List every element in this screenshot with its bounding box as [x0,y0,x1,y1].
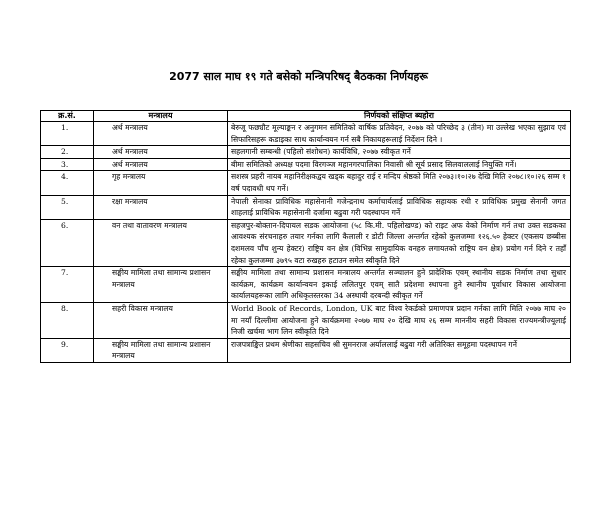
table-row [41,146,571,159]
row-ministry: सहरी विकास मन्त्रालय [94,302,228,338]
row-serial: 9. [41,338,94,362]
table-row [41,338,571,362]
row-serial: 2. [41,146,94,159]
header-summary: निर्णयको संक्षिप्त ब्यहोरा [228,111,571,122]
row-summary: बीमा समितिको अध्यक्ष पदमा विरगञ्ज महानगरपालिका निवासी श्री सूर्य प्रसाद सिलवाललाई नियुक्ति गर्ने। [228,158,571,171]
row-ministry: वन तथा वातावरण मन्त्रालय [94,219,228,266]
row-summary: बेरुजू फछ्यौट मूल्याङ्कन र अनुगमन समितिको वार्षिक प्रतिवेदन, २०७७ को परिच्छेद ३ (तीन) मा उल्लेख भएका सुझाव एवं सिफारिसहरू कडाइका साथ कार्यान्वयन गर्न सबै निकायहरूलाई निर्देशन दिने । [228,122,571,146]
row-serial: 6. [41,219,94,266]
row-serial: 7. [41,267,94,303]
page-title: 2077 साल माघ १९ गते बसेको मन्त्रिपरिषद् बैठकका निर्णयहरू [169,70,428,83]
header-ministry: मन्त्रालय [94,111,228,122]
row-ministry: रक्षा मन्त्रालय [94,195,228,219]
row-ministry: अर्थ मन्त्रालय [94,146,228,159]
row-ministry: सङ्घीय मामिला तथा सामान्य प्रशासन मन्त्रालय [94,338,228,362]
row-summary: सहजपुर-बोक्तान-दिपायल सडक आयोजना (५८ कि.मी. पहिलोखण्ड) को राइट अफ वेको निर्माण गर्न तथा उक्त सडकका आवश्यक संरचनाहरु तयार गर्नका लागि कैलाली र डोटी जिल्ला अन्तर्गत रहेको कुलजम्मा १२६.५० हेक्टर (एकसय छब्बीस दशमलव पाँच शुन्य हेक्टर) राष्ट्रिय वन क्षेत्र (विभिन्न सामुदायिक वनहरु लगायतको राष्ट्रिय वन क्षेत्र) प्रयोग गर्न दिने र तहाँ रहेका कुलजम्मा ३७९५ वटा रुखहरु हटाउन समेत स्वीकृति दिने [228,219,571,266]
row-serial: 8. [41,302,94,338]
row-serial: 3. [41,158,94,171]
table-row [41,195,571,219]
row-summary: सङ्घीय मामिला तथा सामान्य प्रशासन मन्त्रालय अन्तर्गत सञ्चालन हुने प्रादेशिक एवम् स्थानीय सडक निर्माण तथा सुधार कार्यक्रम, कार्यक्रम कार्यान्वयन इकाई ललितपुर एवम् सातै प्रदेशमा स्थापना हुने स्थानीय पूर्वाधार विकास आयोजना कार्यालयहरूका लागि अधिकृतस्तरका 34 अस्थायी दरबन्दी स्वीकृत गर्ने [228,267,571,303]
row-summary: सहलगानी सम्बन्धी (पहिलो संशोधन) कार्यविधि, २०७७ स्वीकृत गर्ने [228,146,571,159]
table-row [41,219,571,266]
row-summary: नेपाली सेनाका प्राविधिक महासेनानी गजेन्द्रनाथ कर्माचार्यलाई प्राविधिक सहायक रथी र प्राविधिक प्रमुख सेनानी जगत शाहलाई प्राविधिक महासेनानी दर्जामा बढुवा गरी पदस्थापन गर्ने [228,195,571,219]
row-ministry: अर्थ मन्त्रालय [94,122,228,146]
table-header-row [41,111,571,122]
decisions-table [40,110,571,363]
row-serial: 5. [41,195,94,219]
table-row [41,171,571,195]
row-ministry: अर्थ मन्त्रालय [94,158,228,171]
row-serial: 1. [41,122,94,146]
row-summary: सशस्त्र प्रहरी नायब महानिरीक्षकद्वय खड्क बहादुर राई र मन्दिप श्रेष्ठको मिति २०७३।१०।२७ देखि मिति २०७८।१०।२६ सम्म १ वर्ष पदावधी थप गर्ने। [228,171,571,195]
row-summary: राजपत्राङ्कित प्रथम श्रेणीका सहसचिव श्री सुमनराज अर्याललाई बढुवा गरी अतिरिक्त समूहमा पदस्थापन गर्ने [228,338,571,362]
row-serial: 4. [41,171,94,195]
table-row [41,267,571,303]
table-row [41,158,571,171]
table-row [41,122,571,146]
header-serial: क्र.सं. [41,111,94,122]
row-ministry: सङ्घीय मामिला तथा सामान्य प्रशासन मन्त्रालय [94,267,228,303]
table-row [41,302,571,338]
row-ministry: गृह मन्त्रालय [94,171,228,195]
row-summary: World Book of Records, London, UK बाट विश्व रेकर्डको प्रमाणपत्र प्रदान गर्नका लागि मिति २०७७ माघ २० मा नयाँ दिल्लीमा आयोजना हुने कार्यक्रममा २०७७ माघ २० देखि माघ २६ सम्म माननीय सहरी विकास राज्यमन्त्रीज्यूलाई निजी खर्चमा भाग लिन स्वीकृति दिने [228,302,571,338]
